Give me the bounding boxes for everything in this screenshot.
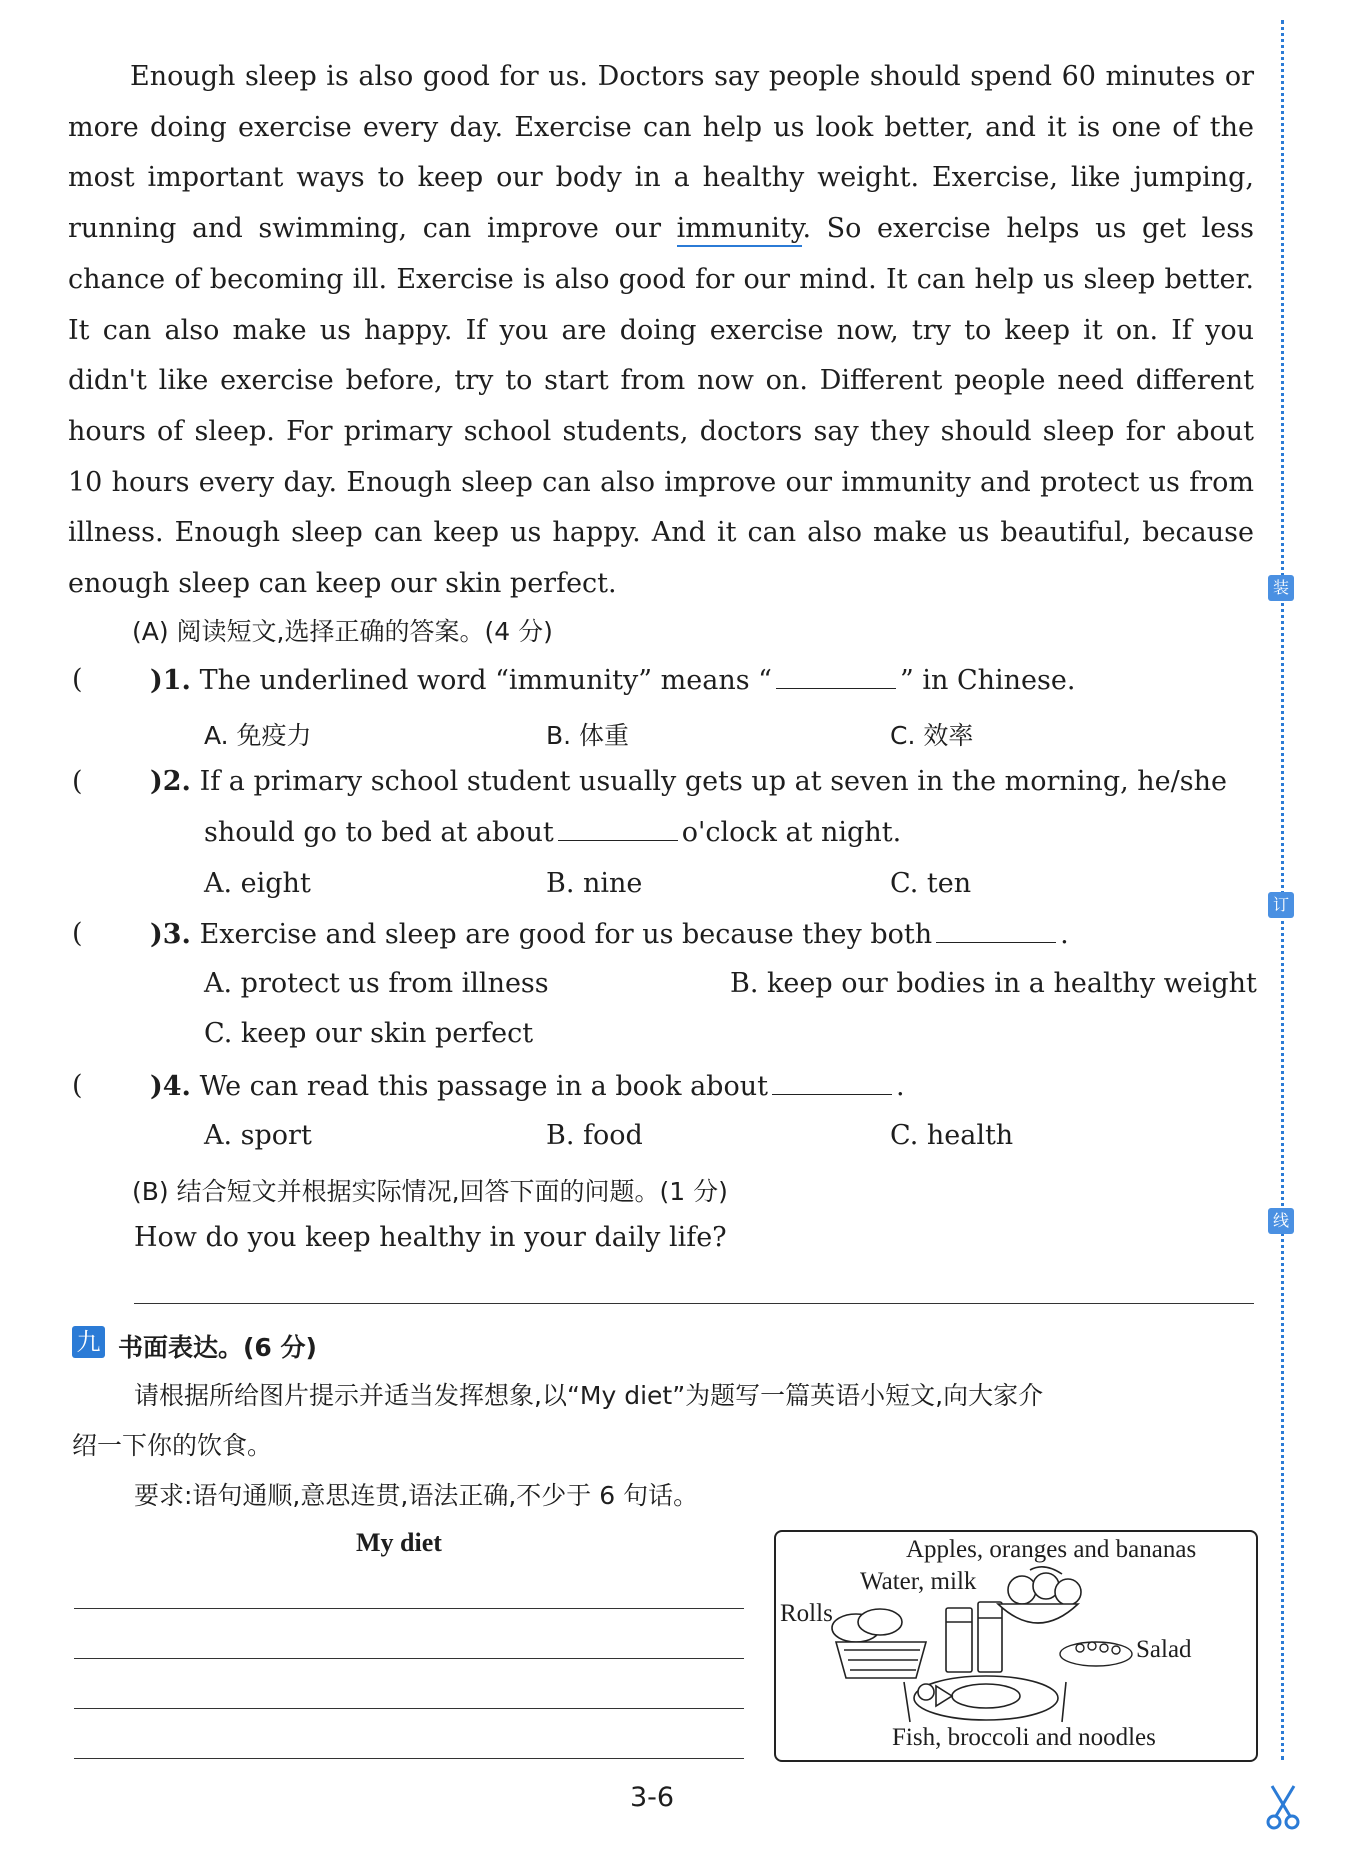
label-drinks: Water, milk [860,1568,977,1595]
question-2-line1: )2. If a primary school student usually gets up at seven in the morning, he/she [150,766,1227,797]
part-b-answer-line[interactable] [134,1303,1254,1304]
writing-line-1[interactable] [74,1608,744,1609]
q2-option-a: A. eight [204,868,311,899]
q4-option-b: B. food [546,1120,643,1151]
answer-paren-3[interactable]: ( [72,918,83,949]
salad-plate-icon [1060,1642,1132,1666]
composition-title: My diet [356,1528,442,1557]
blank-4 [772,1070,892,1095]
q4-option-c: C. health [890,1120,1014,1151]
section-title: 书面表达。(6 分) [118,1333,317,1362]
q3-option-b: B. keep our bodies in a healthy weight [730,968,1257,999]
q4-option-a: A. sport [204,1120,312,1151]
question-1: )1. The underlined word “immunity” means “ ” in Chinese. [150,665,1076,696]
bread-basket-icon [832,1609,926,1678]
q2-option-b: B. nine [546,868,643,899]
writing-line-4[interactable] [74,1758,744,1759]
blank-1 [776,664,896,689]
fish-plate-icon [904,1676,1066,1722]
cut-line [1281,20,1284,1760]
diet-illustration [776,1532,1256,1760]
cut-tag-1: 装 [1268,575,1294,601]
label-salad: Salad [1136,1636,1192,1663]
q1-option-a: A. 免疫力 [204,721,312,750]
blank-2 [558,816,678,841]
scissors-icon [1266,1784,1300,1832]
cut-tag-3: 线 [1268,1208,1294,1234]
glasses-icon [946,1602,1002,1672]
label-main-dish: Fish, broccoli and noodles [892,1724,1156,1751]
instruction-line-1: 请根据所给图片提示并适当发挥想象,以“My diet”为题写一篇英语小短文,向大家介 [134,1381,1044,1410]
q3-option-a: A. protect us from illness [204,968,549,999]
question-3: )3. Exercise and sleep are good for us because they both . [150,919,1069,950]
part-a-title: (A) 阅读短文,选择正确的答案。(4 分) [132,617,553,646]
instruction-line-2: 绍一下你的饮食。 [72,1431,273,1460]
requirement: 要求:语句通顺,意思连贯,语法正确,不少于 6 句话。 [134,1481,699,1510]
diet-picture-box [774,1530,1258,1762]
answer-paren-2[interactable]: ( [72,766,83,797]
q1-option-c: C. 效率 [890,721,974,750]
writing-line-3[interactable] [74,1708,744,1709]
part-b-title: (B) 结合短文并根据实际情况,回答下面的问题。(1 分) [132,1177,728,1206]
cut-tag-2: 订 [1268,892,1294,918]
label-fruits: Apples, oranges and bananas [906,1536,1197,1563]
writing-line-2[interactable] [74,1658,744,1659]
q2-option-c: C. ten [890,868,972,899]
question-4: )4. We can read this passage in a book about . [150,1071,905,1102]
page-number: 3-6 [630,1782,675,1813]
underlined-word: immunity [677,213,803,247]
fruit-bowl-icon [998,1567,1081,1623]
reading-passage: Enough sleep is also good for us. Doctors say people should spend 60 minutes or more doing exercise every day. Exercise can help us look better, and it is one of the most important ways to keep our body in a healthy weight. Exercise, like jumping, running and swimming, can improve our immunity. So exercise helps us get less chance of becoming ill. Exercise is also good for our mind. It can help us sleep better. It can also make us happy. If you are doing exercise now, try to keep it on. If you didn't like exercise before, try to start from now on. Different people need different hours of sleep. For primary school students, doctors say they should sleep for about 10 hours every day. Enough sleep can also improve our immunity and protect us from illness. Enough sleep can keep us happy. And it can also make us beautiful, because enough sleep can keep our skin perfect. [68,61,1255,600]
answer-paren-4[interactable]: ( [72,1070,83,1101]
label-rolls: Rolls [780,1600,833,1627]
section-number-badge: 九 [72,1326,105,1358]
answer-paren-1[interactable]: ( [72,664,83,695]
q3-option-c: C. keep our skin perfect [204,1018,534,1049]
blank-3 [936,918,1056,943]
part-b-question: How do you keep healthy in your daily life? [134,1222,727,1253]
question-2-line2: should go to bed at about o'clock at night. [204,817,902,848]
q1-option-b: B. 体重 [546,721,630,750]
